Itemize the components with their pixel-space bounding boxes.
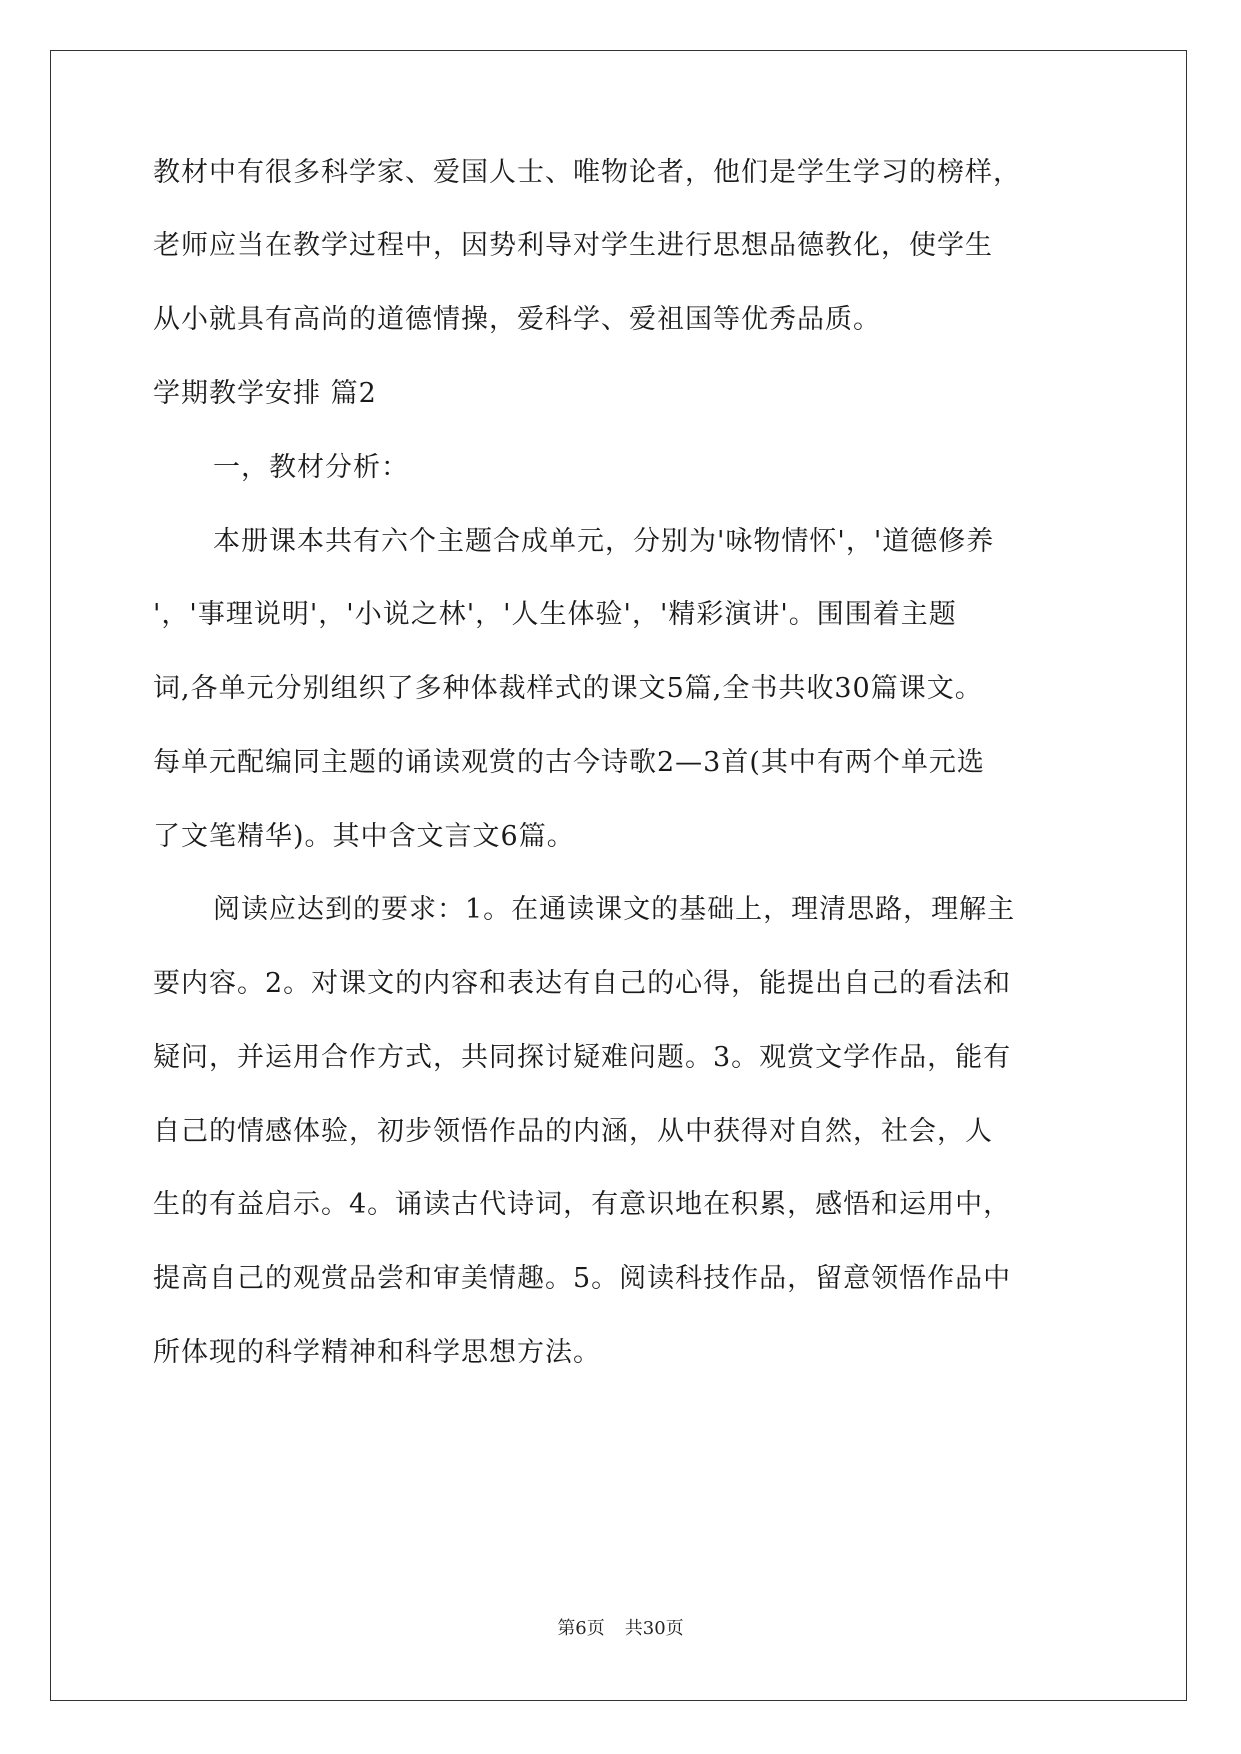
paragraph-line: 生的有益启示。4。诵读古代诗词，有意识地在积累，感悟和运用中， — [153, 1189, 1012, 1220]
paragraph-line: 本册课本共有六个主题合成单元，分别为'咏物情怀'，'道德修养 — [213, 526, 995, 557]
paragraph-line: 阅读应达到的要求：1。在通读课文的基础上，理清思路，理解主 — [213, 894, 1016, 925]
paragraph-line: 词,各单元分别组织了多种体裁样式的课文5篇,全书共收30篇课文。 — [153, 673, 983, 704]
paragraph-line: 所体现的科学精神和科学思想方法。 — [153, 1337, 601, 1368]
paragraph-line: 疑问，并运用合作方式，共同探讨疑难问题。3。观赏文学作品，能有 — [153, 1042, 1012, 1073]
paragraph-line: 教材中有很多科学家、爱国人士、唯物论者，他们是学生学习的榜样， — [153, 157, 1021, 188]
paragraph-line: '，'事理说明'，'小说之林'，'人生体验'，'精彩演讲'。围围着主题 — [153, 599, 957, 630]
paragraph-line: 要内容。2。对课文的内容和表达有自己的心得，能提出自己的看法和 — [153, 968, 1012, 999]
paragraph-line: 提高自己的观赏品尝和审美情趣。5。阅读科技作品，留意领悟作品中 — [153, 1263, 1012, 1294]
page-border — [50, 50, 1187, 1701]
paragraph-line: 从小就具有高尚的道德情操，爱科学、爱祖国等优秀品质。 — [153, 304, 881, 335]
page-footer — [0, 1614, 1241, 1640]
paragraph-line: 了文笔精华)。其中含文言文6篇。 — [153, 821, 575, 852]
paragraph-line: 自己的情感体验，初步领悟作品的内涵，从中获得对自然，社会，人 — [153, 1116, 993, 1147]
paragraph-line: 每单元配编同主题的诵读观赏的古今诗歌2—3首(其中有两个单元选 — [153, 747, 985, 778]
page-total: 共30页 — [624, 1618, 684, 1639]
paragraph-line: 老师应当在教学过程中，因势利导对学生进行思想品德教化，使学生 — [153, 230, 993, 261]
subsection-heading: 一，教材分析： — [213, 452, 409, 483]
page-number: 第6页 — [557, 1618, 605, 1639]
section-heading: 学期教学安排 篇2 — [153, 378, 377, 409]
